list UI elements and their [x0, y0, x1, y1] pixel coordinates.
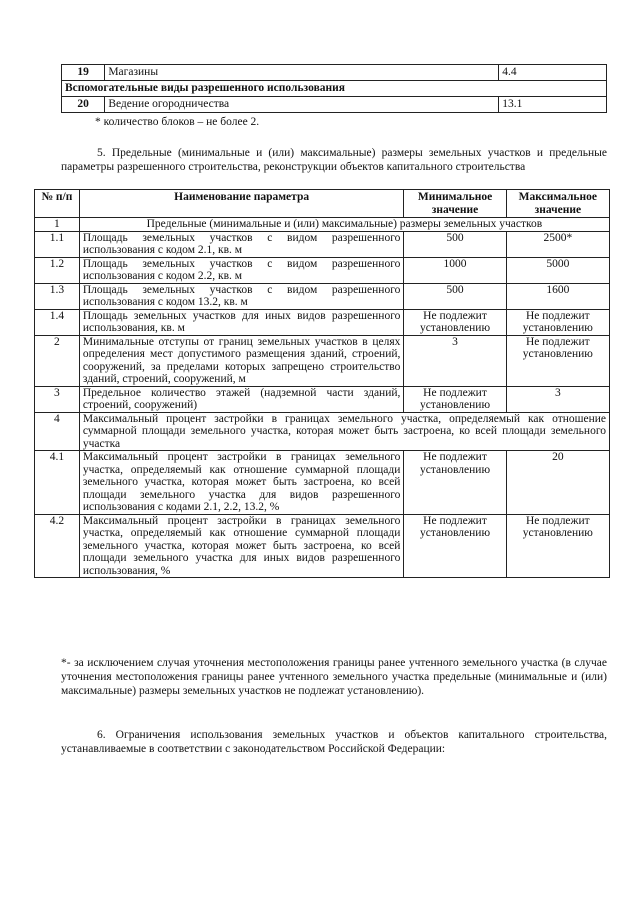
max-value: 1600: [506, 283, 609, 309]
table-row: [35, 309, 610, 335]
parameter-name: Площадь земельных участков с видом разрешенного использования с кодом 2.2, кв. м: [79, 257, 404, 283]
max-value: Не подлежит установлению: [506, 335, 609, 386]
parameter-name: Максимальный процент застройки в границах земельного участка, определяемый как отношение суммарной площади земельного участка, которая может быть застроена, ко всей площади земельного участка для иных видов разрешенного использования, %: [79, 514, 404, 578]
row-number: 1.1: [35, 231, 80, 257]
table-row: [35, 386, 610, 412]
min-value: Не подлежит установлению: [404, 309, 506, 335]
row-number: 1: [35, 218, 80, 232]
blocks-footnote: * количество блоков – не более 2.: [95, 116, 260, 128]
use-type-name: Магазины: [105, 65, 499, 81]
section-heading: Вспомогательные виды разрешенного использования: [62, 81, 607, 97]
table-row: [35, 257, 610, 283]
row-number: 2: [35, 335, 80, 386]
max-value: 5000: [506, 257, 609, 283]
table-section-row: [62, 81, 607, 97]
parameter-name: Максимальный процент застройки в границах земельного участка, определяемый как отношение суммарной площади земельного участка, которая может быть застроена, ко всей площади земельного участка для видов разрешенного использования с кодами 2.1, 2.2, 13.2, %: [79, 451, 404, 515]
row-number: 19: [62, 65, 105, 81]
max-value: Не подлежит установлению: [506, 309, 609, 335]
min-value: 500: [404, 283, 506, 309]
table-section-row: [35, 218, 610, 232]
table-row: [62, 65, 607, 81]
header-number: № п/п: [35, 190, 80, 218]
row-number: 20: [62, 97, 105, 113]
parameters-table: [34, 189, 610, 578]
parameter-name: Минимальные отступы от границ земельных участков в целях определения мест допустимого размещения зданий, строений, сооружений, за пределами которых запрещено строительство зданий, строений, сооружений, м: [79, 335, 404, 386]
min-value: 3: [404, 335, 506, 386]
header-parameter-name: Наименование параметра: [79, 190, 404, 218]
min-value: Не подлежит установлению: [404, 514, 506, 578]
parameter-name: Площадь земельных участков с видом разрешенного использования с кодом 2.1, кв. м: [79, 231, 404, 257]
use-type-name: Ведение огородничества: [105, 97, 499, 113]
use-type-code: 13.1: [499, 97, 607, 113]
use-type-code: 4.4: [499, 65, 607, 81]
table-row: [35, 283, 610, 309]
max-value: 3: [506, 386, 609, 412]
row-number: 4.2: [35, 514, 80, 578]
max-value: Не подлежит установлению: [506, 514, 609, 578]
table-row: [35, 335, 610, 386]
table-section-row: [35, 412, 610, 451]
table-row: [35, 451, 610, 515]
max-value: 2500*: [506, 231, 609, 257]
max-value: 20: [506, 451, 609, 515]
table-row: [62, 97, 607, 113]
row-number: 3: [35, 386, 80, 412]
parameter-name: Предельное количество этажей (надземной части зданий, строений, сооружений): [79, 386, 404, 412]
header-row: [35, 190, 610, 218]
section-6-paragraph: 6. Ограничения использования земельных участков и объектов капитального строительства, устанавливаемые в соответствии с законодательством Российской Федерации:: [61, 729, 607, 755]
section-heading: Максимальный процент застройки в границах земельного участка, определяемый как отношение суммарной площади земельного участка, которая может быть застроена, ко всей площади земельного участка: [79, 412, 609, 451]
min-value: 1000: [404, 257, 506, 283]
min-value: Не подлежит установлению: [404, 451, 506, 515]
row-number: 4.1: [35, 451, 80, 515]
min-value: 500: [404, 231, 506, 257]
min-value: Не подлежит установлению: [404, 386, 506, 412]
section-5-paragraph: 5. Предельные (минимальные и (или) максимальные) размеры земельных участков и предельные параметры разрешенного строительства, реконструкции объектов капитального строительства: [61, 147, 607, 173]
header-max-value: Максимальное значение: [506, 190, 609, 218]
row-number: 1.3: [35, 283, 80, 309]
star-footnote: *- за исключением случая уточнения местоположения границы ранее учтенного земельного участка (в случае уточнения местоположения границы ранее учтенного земельного участка предельные (минимальные и (или) максимальные) размеры земельных участков не подлежат установлению).: [61, 657, 607, 697]
row-number: 1.4: [35, 309, 80, 335]
table-row: [35, 514, 610, 578]
parameter-name: Площадь земельных участков с видом разрешенного использования с кодом 13.2, кв. м: [79, 283, 404, 309]
row-number: 1.2: [35, 257, 80, 283]
use-types-table: [61, 64, 607, 113]
section-heading: Предельные (минимальные и (или) максимальные) размеры земельных участков: [79, 218, 609, 232]
header-min-value: Минимальное значение: [404, 190, 506, 218]
table-row: [35, 231, 610, 257]
row-number: 4: [35, 412, 80, 451]
parameter-name: Площадь земельных участков для иных видов разрешенного использования, кв. м: [79, 309, 404, 335]
